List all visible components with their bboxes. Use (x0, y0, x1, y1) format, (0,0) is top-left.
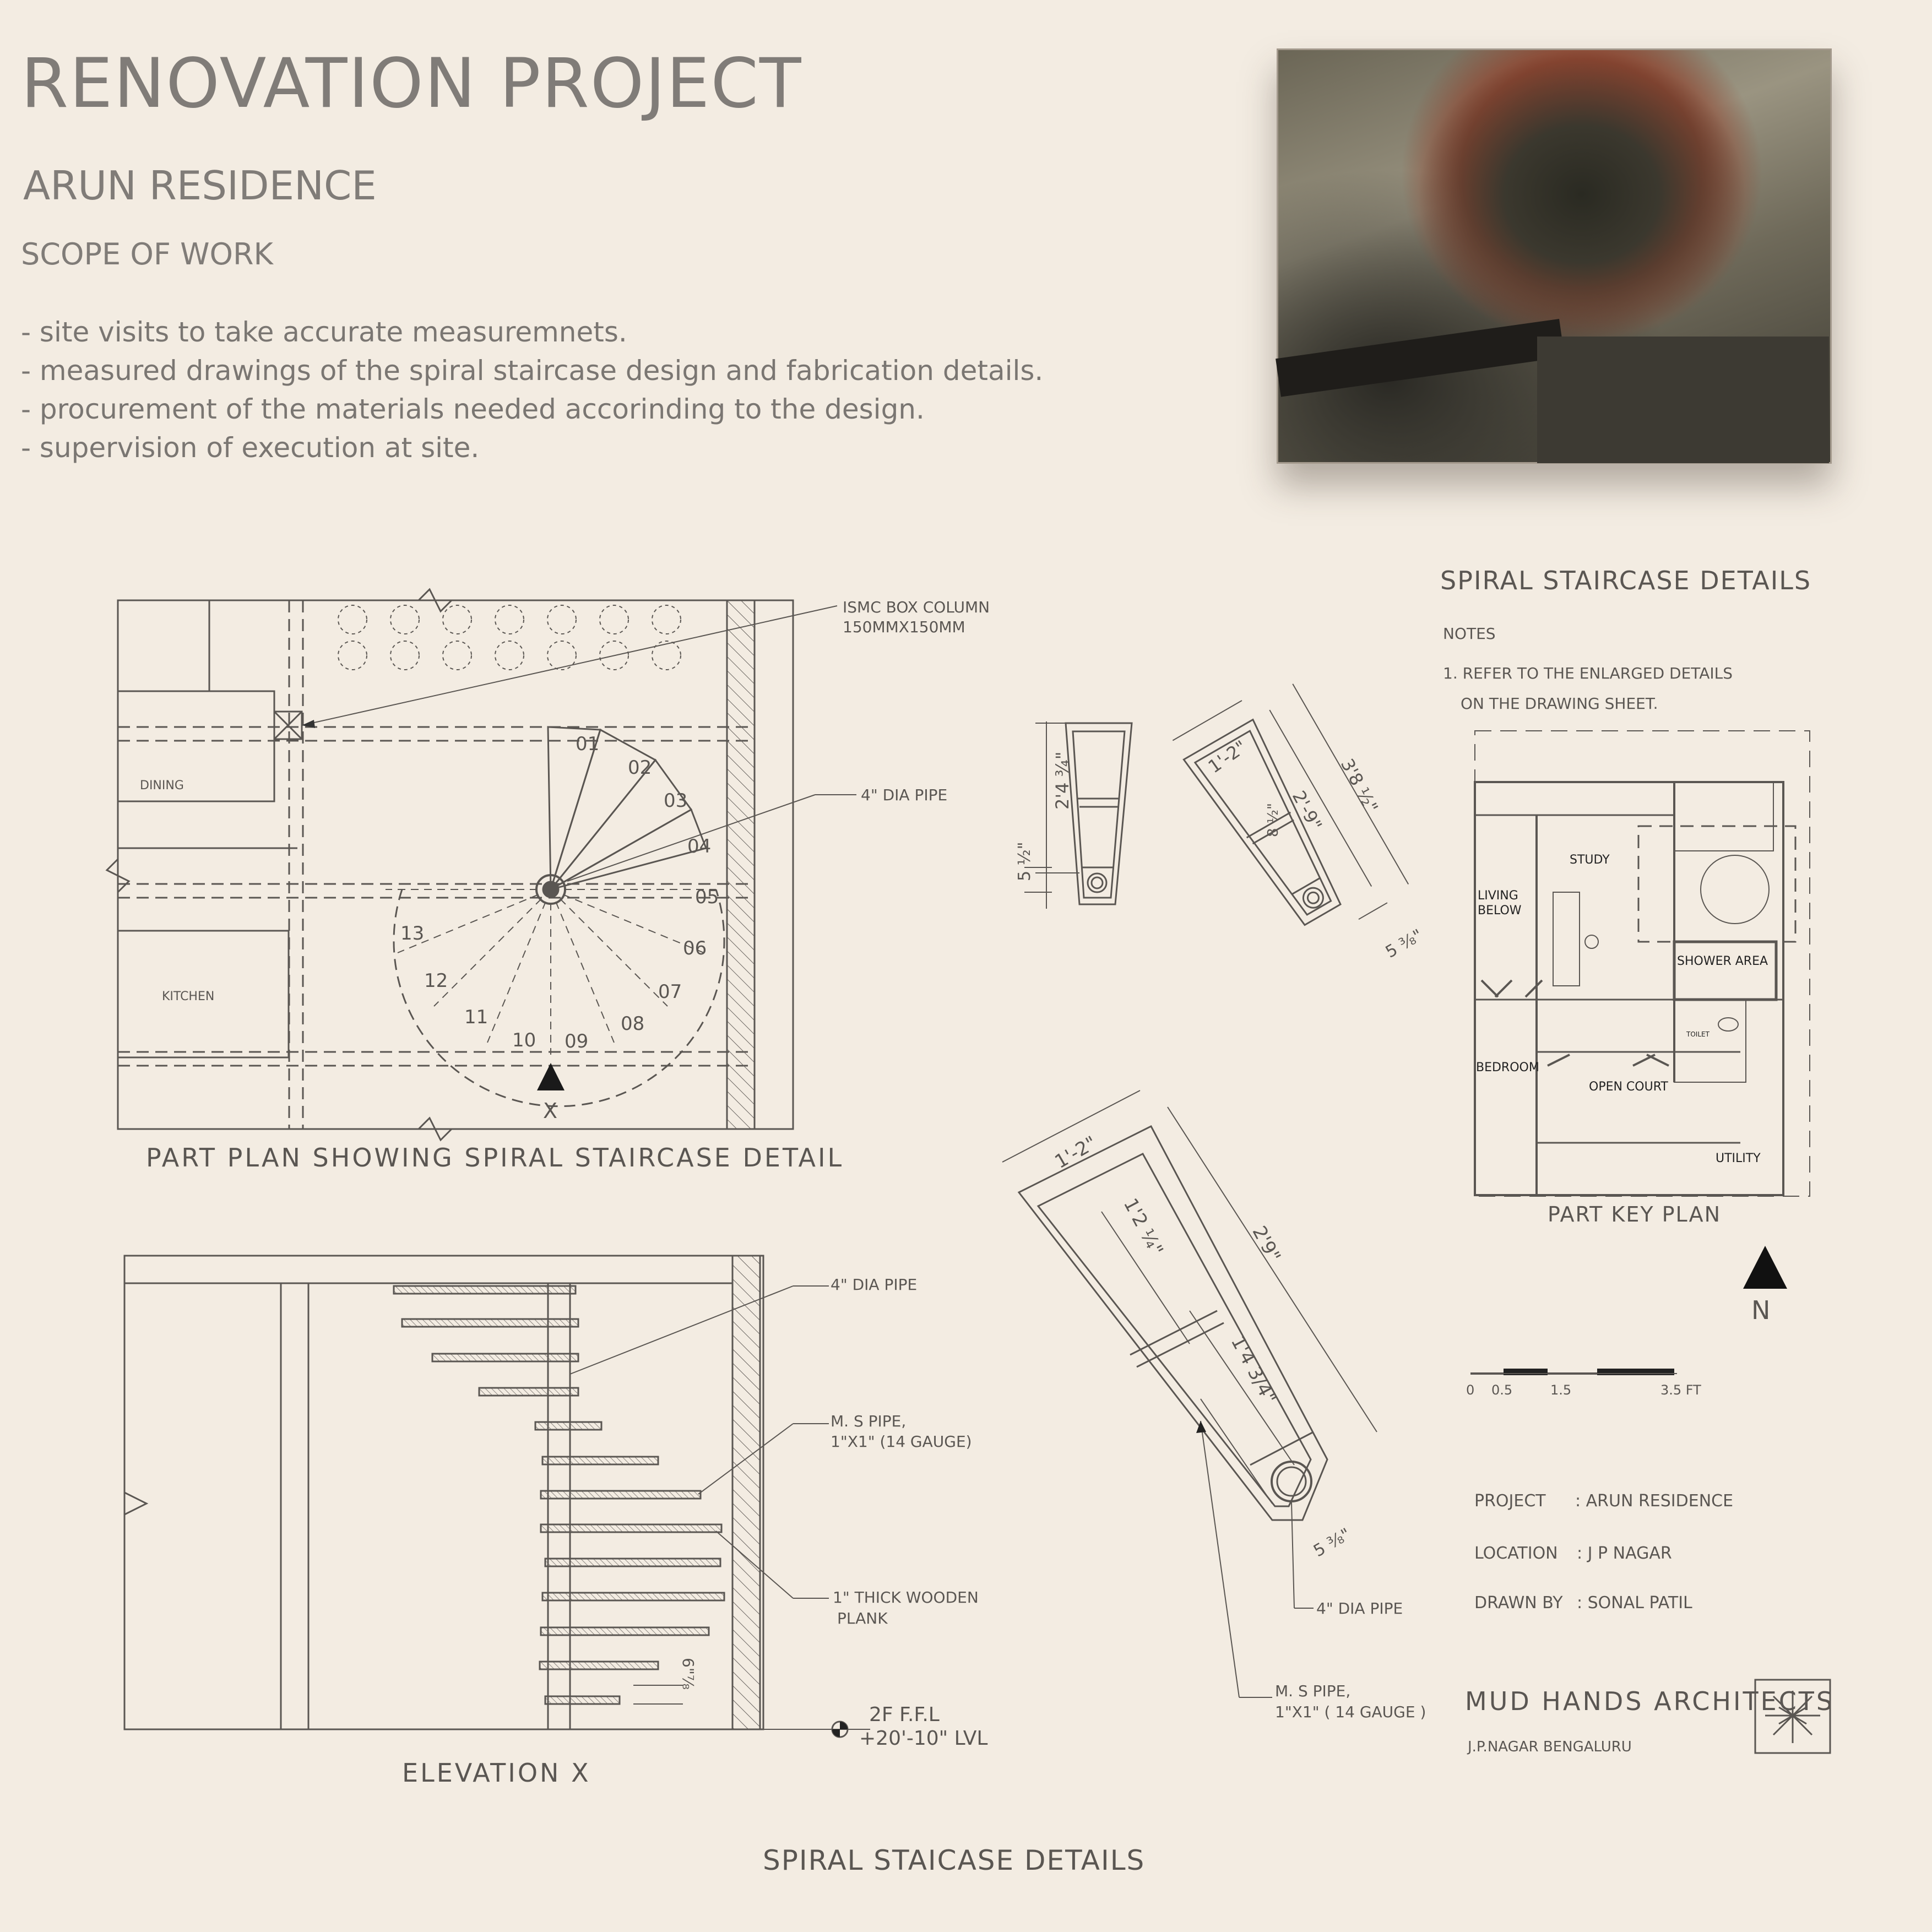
tread-mid-dim-a: 1'-2" (1204, 736, 1251, 778)
notes-label: NOTES (1443, 625, 1496, 643)
tread-callout-ms-1: M. S PIPE, (1275, 1682, 1351, 1700)
elev-callout-pipe: 4" DIA PIPE (831, 1276, 918, 1294)
tread-big-dim-e: 5 ⅜" (1310, 1524, 1354, 1561)
tb-project-value: : ARUN RESIDENCE (1575, 1491, 1734, 1511)
note-line-2: ON THE DRAWING SHEET. (1461, 694, 1658, 713)
kp-room-shower: SHOWER AREA (1677, 954, 1768, 968)
tread-callout-pipe: 4" DIA PIPE (1316, 1599, 1403, 1618)
plan-callout-pipe: 4" DIA PIPE (861, 786, 948, 804)
scale-label: 3.5 FT (1660, 1382, 1701, 1398)
tread-detail-mid (1173, 674, 1411, 955)
step-label: 13 (400, 922, 425, 945)
scale-label: 0.5 (1491, 1382, 1513, 1398)
scale-label: 0 (1466, 1382, 1475, 1398)
kp-room-bedroom: BEDROOM (1476, 1061, 1539, 1074)
step-label: 06 (683, 937, 707, 959)
kp-room-toilet: TOILET (1686, 1030, 1710, 1038)
kp-room-below: BELOW (1478, 904, 1522, 918)
details-heading: SPIRAL STAIRCASE DETAILS (1440, 566, 1812, 595)
step-label: 08 (621, 1013, 645, 1035)
kp-room-living: LIVING (1478, 889, 1518, 903)
note-line-1: 1. REFER TO THE ENLARGED DETAILS (1443, 664, 1733, 682)
tread-mid-dim-e: 8 ½" (1265, 803, 1282, 837)
tread-mid-dim-b: 2'-9" (1288, 787, 1326, 834)
step-label: 07 (658, 981, 682, 1003)
tread-small-dim-a: 2'4 ¾" (1052, 751, 1073, 810)
scope-heading: SCOPE OF WORK (21, 237, 273, 272)
step-label: 03 (664, 790, 688, 812)
scope-item: - measured drawings of the spiral staircase design and fabrication details. (21, 355, 1044, 387)
firm-location: J.P.NAGAR BENGALURU (1468, 1739, 1632, 1755)
footer-caption: SPIRAL STAICASE DETAILS (763, 1844, 1146, 1876)
scale-label: 1.5 (1550, 1382, 1572, 1398)
tread-big-dim-c: 2'9" (1247, 1222, 1285, 1266)
plan-callout-column-2: 150MMX150MM (843, 618, 965, 636)
tb-location-label: LOCATION (1474, 1544, 1558, 1563)
step-label: 11 (464, 1006, 489, 1028)
plan-callout-column-1: ISMC BOX COLUMN (843, 598, 990, 616)
elev-callout-plank-1: 1" THICK WOODEN (833, 1588, 979, 1607)
tread-big-dim-b: 1'2 ¼" (1119, 1195, 1168, 1260)
elevation-caption: ELEVATION X (402, 1758, 591, 1788)
step-label: 05 (695, 886, 719, 908)
kp-room-utility: UTILITY (1716, 1152, 1761, 1165)
elevation-x (124, 1256, 870, 1737)
scope-item: - procurement of the materials needed accorinding to the design. (21, 393, 925, 425)
north-label: N (1751, 1295, 1771, 1325)
tread-small-dim-b: 5 ½" (1015, 842, 1034, 881)
step-label: 09 (565, 1030, 589, 1052)
page-title: RENOVATION PROJECT (21, 44, 802, 123)
firm-name: MUD HANDS ARCHITECTS (1465, 1686, 1835, 1716)
elev-callout-ms-2: 1"X1" (14 GAUGE) (831, 1432, 972, 1451)
step-label: 10 (512, 1029, 536, 1051)
scope-item: - supervision of execution at site. (21, 432, 480, 464)
step-label: 12 (424, 970, 448, 992)
room-dining: DINING (140, 779, 184, 793)
step-label: 04 (687, 835, 712, 858)
tread-mid-dim-c: 3'8 ½" (1336, 755, 1382, 817)
level-label-2: +20'-10" LVL (859, 1727, 988, 1750)
kp-room-study: STUDY (1570, 853, 1610, 867)
step-label: 01 (576, 733, 600, 755)
tb-drawn-value: : SONAL PATIL (1577, 1593, 1692, 1613)
section-marker-label: X (543, 1099, 558, 1123)
room-kitchen: KITCHEN (162, 990, 215, 1003)
kp-room-open-court: OPEN COURT (1589, 1080, 1668, 1094)
elev-dim-small: 6"⅞ (679, 1658, 697, 1690)
tread-callout-ms-2: 1"X1" ( 14 GAUGE ) (1275, 1703, 1426, 1721)
tb-drawn-label: DRAWN BY (1474, 1593, 1563, 1613)
tread-detail-small (1024, 721, 1132, 909)
level-label-1: 2F F.F.L (869, 1703, 940, 1726)
tread-big-dim-d: 1'4 3/4" (1226, 1332, 1280, 1408)
scope-item: - site visits to take accurate measuremnets. (21, 316, 627, 348)
tread-mid-dim-d: 5 ⅜" (1382, 925, 1426, 962)
project-subtitle: ARUN RESIDENCE (23, 162, 377, 209)
key-plan (1470, 731, 1810, 1375)
key-plan-caption: PART KEY PLAN (1548, 1202, 1722, 1227)
step-label: 02 (628, 757, 652, 779)
tb-location-value: : J P NAGAR (1577, 1544, 1672, 1563)
plan-caption: PART PLAN SHOWING SPIRAL STAIRCASE DETAIL (146, 1143, 844, 1173)
elev-callout-ms-1: M. S PIPE, (831, 1412, 907, 1430)
tb-project-label: PROJECT (1474, 1491, 1546, 1511)
part-plan (107, 589, 856, 1140)
tread-big-dim-a: 1'-2" (1051, 1132, 1101, 1174)
elev-callout-plank-2: PLANK (837, 1609, 888, 1627)
